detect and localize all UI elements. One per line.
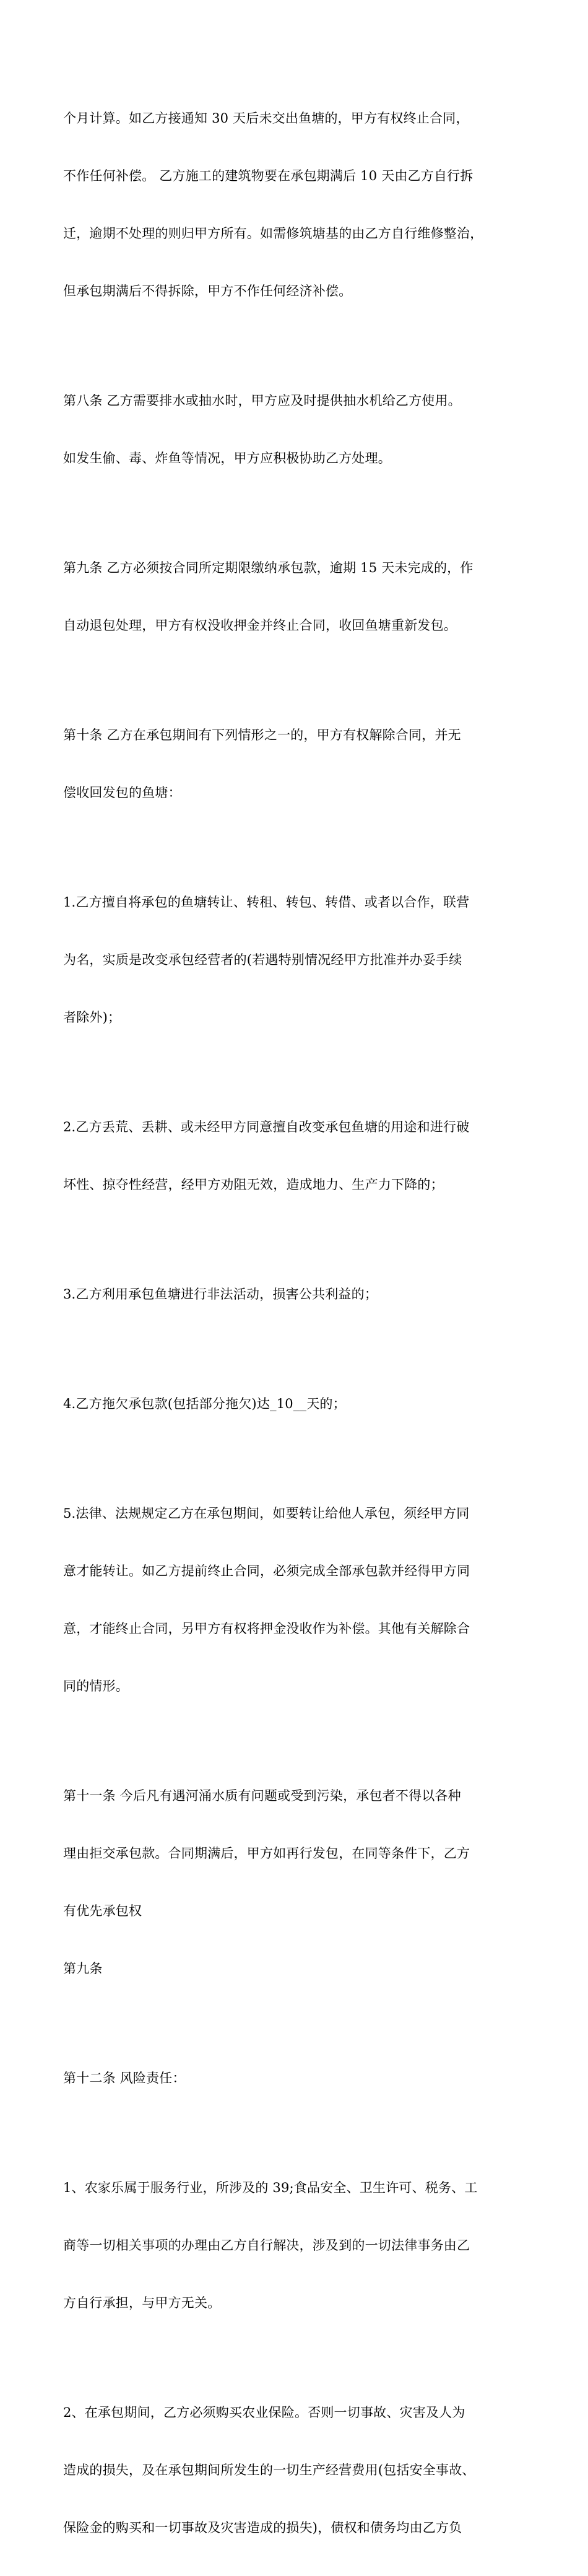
text-line: 不作任何补偿。 乙方施工的建筑物要在承包期满后 10 天由乙方自行拆 bbox=[63, 168, 473, 183]
text-line: 者除外)； bbox=[63, 1010, 121, 1025]
paragraph-item-3 bbox=[63, 1247, 534, 1342]
paragraph-termination-clause bbox=[63, 71, 534, 339]
text-line: 但承包期满后不得拆除，甲方不作任何经济补偿。 bbox=[63, 284, 352, 298]
document-page bbox=[63, 71, 534, 2576]
text-line: 1.乙方擅自将承包的鱼塘转让、转租、转包、转借、或者以合作，联营 bbox=[63, 895, 470, 910]
text-line: 5.法律、法规规定乙方在承包期间，如要转让给他人承包，须经甲方同 bbox=[63, 1506, 470, 1521]
text-line: 自动退包处理，甲方有权没收押金并终止合同，收回鱼塘重新发包。 bbox=[63, 618, 457, 633]
text-line: 商等一切相关事项的办理由乙方自行解决，涉及到的一切法律事务由乙 bbox=[63, 2238, 470, 2253]
text-line: 为名，实质是改变承包经营者的(若遇特别情况经甲方批准并办妥手续 bbox=[63, 952, 462, 967]
text-line: 第九条 乙方必须按合同所定期限缴纳承包款，逾期 15 天未完成的，作 bbox=[63, 560, 473, 575]
paragraph-item-5 bbox=[63, 1466, 534, 1734]
text-line: 理由拒交承包款。合同期满后，甲方如再行发包，在同等条件下，乙方 bbox=[63, 1846, 470, 1861]
paragraph-article-12-heading bbox=[63, 2030, 534, 2126]
text-line: 第九条 bbox=[63, 1961, 103, 1976]
text-line: 个月计算。如乙方接通知 30 天后未交出鱼塘的，甲方有权终止合同， bbox=[63, 111, 469, 126]
text-line: 保险金的购买和一切事故及灾害造成的损失)，债权和债务均由乙方负 bbox=[63, 2520, 462, 2535]
text-line: 4.乙方拖欠承包款(包括部分拖欠)达_10__天的； bbox=[63, 1396, 346, 1411]
text-line: 方自行承担，与甲方无关。 bbox=[63, 2295, 221, 2310]
paragraph-article-8 bbox=[63, 353, 534, 507]
paragraph-article-10 bbox=[63, 687, 534, 841]
paragraph-article-11 bbox=[63, 1748, 534, 2017]
paragraph-article-9 bbox=[63, 520, 534, 674]
text-line: 坏性、掠夺性经营，经甲方劝阻无效，造成地力、生产力下降的； bbox=[63, 1177, 444, 1192]
text-line: 第八条 乙方需要排水或抽水时，甲方应及时提供抽水机给乙方使用。 bbox=[63, 393, 461, 408]
text-line: 3.乙方利用承包鱼塘进行非法活动，损害公共利益的； bbox=[63, 1287, 378, 1302]
text-line: 有优先承包权 bbox=[63, 1904, 142, 1918]
text-line: 2、在承包期间，乙方必须购买农业保险。否则一切事故、灾害及人为 bbox=[63, 2405, 465, 2420]
text-line: 第十二条 风险责任： bbox=[63, 2071, 186, 2086]
text-line: 造成的损失，及在承包期间所发生的一切生产经营费用(包括安全事故、 bbox=[63, 2463, 475, 2478]
paragraph-risk-item-2 bbox=[63, 2365, 534, 2576]
text-line: 迁，逾期不处理的则归甲方所有。如需修筑塘基的由乙方自行维修整治， bbox=[63, 226, 483, 241]
text-line: 第十条 乙方在承包期间有下列情形之一的，甲方有权解除合同，并无 bbox=[63, 728, 461, 742]
text-line: 意才能转让。如乙方提前终止合同，必须完成全部承包款并经得甲方同 bbox=[63, 1564, 470, 1578]
text-line: 第十一条 今后凡有遇河涌水质有问题或受到污染，承包者不得以各种 bbox=[63, 1788, 461, 1803]
text-line: 1、农家乐属于服务行业，所涉及的 39;食品安全、卫生许可、税务、工 bbox=[63, 2180, 478, 2195]
paragraph-risk-item-1 bbox=[63, 2140, 534, 2351]
paragraph-item-1 bbox=[63, 855, 534, 1066]
text-line: 如发生偷、毒、炸鱼等情况，甲方应积极协助乙方处理。 bbox=[63, 451, 391, 466]
text-line: 2.乙方丢荒、丢耕、或未经甲方同意擅自改变承包鱼塘的用途和进行破 bbox=[63, 1120, 470, 1134]
text-line: 偿收回发包的鱼塘： bbox=[63, 785, 181, 800]
text-line: 同的情形。 bbox=[63, 1679, 129, 1694]
paragraph-item-4 bbox=[63, 1356, 534, 1452]
text-line: 意，才能终止合同，另甲方有权将押金没收作为补偿。其他有关解除合 bbox=[63, 1621, 470, 1636]
paragraph-item-2 bbox=[63, 1079, 534, 1233]
